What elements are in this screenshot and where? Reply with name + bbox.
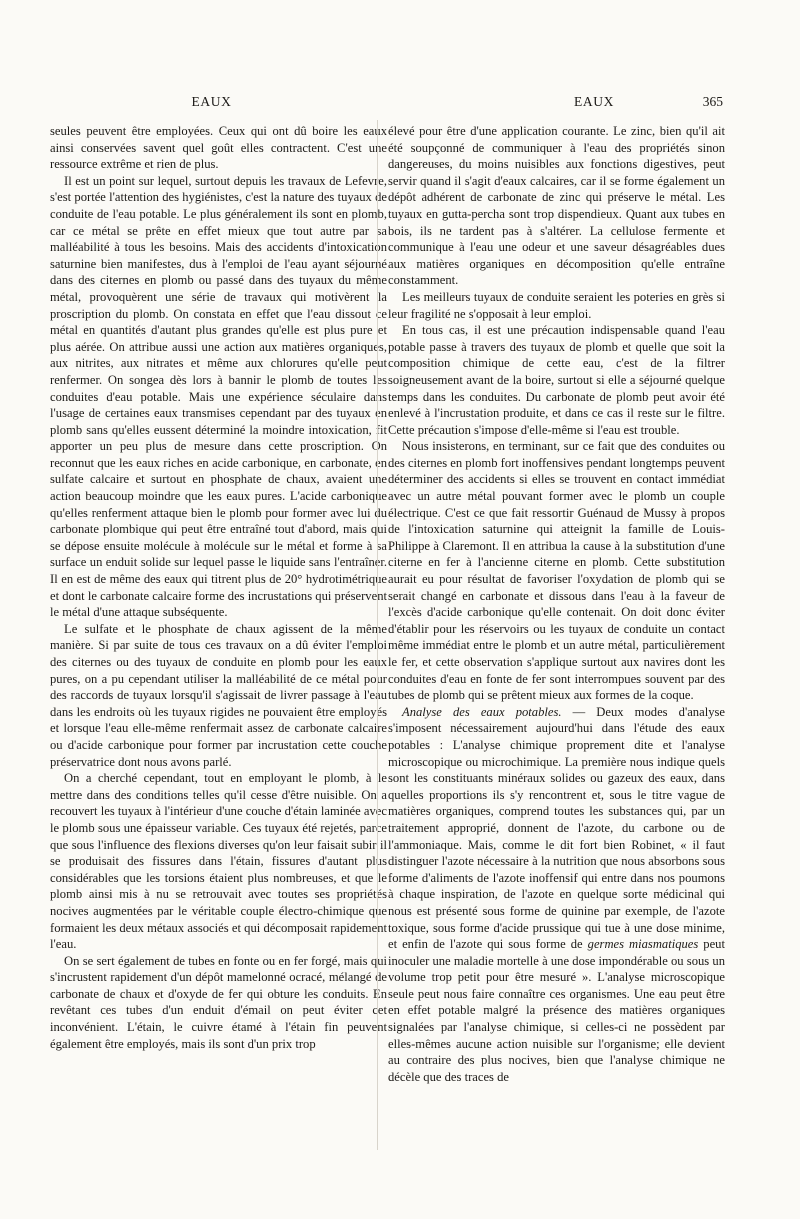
paragraph: On a cherché cependant, tout en employant le plomb, à le mettre dans des conditions telles qu'il cesse d'être nuisible. On a recouvert les tuyaux à l'intérieur d'une couche d'étain laminée avec le plomb sous une épaisseur variable. Ces tuyaux été rejetés, parce que sous l'influence des flexions diverses qu'on leur faisait subir il se produisait des fissures dans l'étain, fissures d'autant plus considérables que les torsions étaient plus nombreuses, et que le plomb ainsi mis à nu se retrouvait avec toutes ses propriétés nocives augmentées par le véritable couple électro-chimique que formaient les deux métaux associés et qui décomposait rapidement l'eau.: [50, 771, 387, 952]
paragraph: seules peuvent être employées. Ceux qui ont dû boire les eaux ainsi conservées savent quel goût elles contractent. C'est une ressource extrême et rien de plus.: [50, 124, 387, 172]
paragraph: On se sert également de tubes en fonte ou en fer forgé, mais qui s'incrustent rapidement d'un dépôt mamelonné ocracé, mélangé de carbonate de chaux et d'oxyde de fer qui obture les conduits. En revêtant ces tubes d'un enduit d'émail on peut éviter cet inconvénient. L'étain, le cuivre étamé à l'étain fin peuvent également être employés, mais ils sont d'un prix trop: [50, 953, 387, 1051]
right-column: [388, 123, 725, 1085]
paragraph: Le sulfate et le phosphate de chaux agissent de la même manière. Si par suite de tous ces travaux on a dû éviter l'emploi des citernes ou des tuyaux de conduite en plomb pour les eaux pures, on a pu cependant utiliser la malléabilité de ce métal pour des raccords de tuyaux lorsqu'il s'agissait de livrer passage à l'eau dans les endroits où les tuyaux rigides ne pouvaient être employés et lorsque l'eau elle-même renfermait assez de carbonate calcaire ou d'acide carbonique pour former par incrustation cette couche préservatrice dont nous avons parlé.: [50, 621, 387, 769]
paragraph: Il est un point sur lequel, surtout depuis les travaux de Lefevre, s'est portée l'attention des hygiénistes, c'est la nature des tuyaux de conduite de l'eau potable. Le plus généralement ils sont en plomb, car ce métal se prête en effet mieux que tout autre par sa malléabilité à tous les besoins. Mais des accidents d'intoxication saturnine bien manifestes, dus à l'emploi de l'eau ayant séjourné dans des citernes en plomb ou passé dans des tuyaux du même métal, provoquèrent une série de travaux qui motivèrent la proscription du plomb. On constata en effet que l'eau dissout ce métal en quantités d'autant plus grandes qu'elle est plus pure et plus aérée. On attribue aussi une action aux matières organiques, aux nitrites, aux nitrates et même aux chlorures qu'elle peut renfermer. On songea dès lors à bannir le plomb de toutes les conduites d'eau potable. Mais une expérience séculaire dans l'usage de certaines eaux transmises cependant par des tuyaux en plomb sans qu'elles eussent déterminé la moindre intoxication, fit apporter un peu plus de mesure dans cette proscription. On reconnut que les eaux riches en acide carbonique, en carbonate, en sulfate calcaire et surtout en phosphate de chaux, avaient une action beaucoup moindre que les eaux pures. L'acide carbonique qu'elles renferment attaque bien le plomb pour former avec lui du carbonate plombique qui peut être entraîné tout d'abord, mais qui se dépose ensuite molécule à molécule sur le métal et forme à sa surface un enduit solide sur lequel passe le liquide sans l'entraîner. Il en est de même des eaux qui titrent plus de 20° hydrotimétrique et dont le carbonate calcaire forme des incrustations qui préservent le métal d'une attaque subséquente.: [50, 173, 387, 620]
left-column: [50, 123, 387, 1052]
italic-term: germes miasmatiques: [587, 937, 699, 952]
paragraph-analyse: [388, 704, 725, 1086]
paragraph-text: peut inoculer une maladie mortelle à une dose impondérable ou sous un volume trop petit pour être mesuré ». L'analyse microscopique seule peut nous faire connaître ces organismes. Une eau peut être en effet potable malgré la présence des matières organiques signalées par l'analyse chimique, si celles-ci ne possèdent par elles-mêmes aucune action nuisible sur l'organisme; elle devient au contraire des plus nocives, bien que l'analyse chimique ne décèle que des traces de: [388, 937, 725, 1084]
paragraph: Nous insisterons, en terminant, sur ce fait que des conduites ou des citernes en plomb fort inoffensives pendant longtemps peuvent déterminer des accidents si elles se trouvent en contact immédiat avec un autre métal pouvant former avec le plomb un couple électrique. C'est ce que fait ressortir Guénaud de Mussy à propos de l'intoxication saturnine qui atteignit la famille de Louis-Philippe à Claremont. Il en attribua la cause à la substitution d'une citerne en fer à l'ancienne citerne en plomb. Cette substitution aurait eu pour résultat de favoriser l'oxydation de plomb qui se serait changé en carbonate et dissous dans l'eau à la faveur de l'excès d'acide carbonique qu'elle contenait. On doit donc éviter d'établir pour les réservoirs ou les tuyaux de conduite un contact même immédiat entre le plomb et un autre métal, particulièrement le fer, et cette observation s'applique surtout aux navires dont les conduites d'eau en fonte de fer sont interrompues souvent par des tubes de plomb qui se prêtent mieux aux formes de la coque.: [388, 439, 725, 703]
paragraph-text: — Deux modes d'analyse s'imposent nécessairement aujourd'hui dans l'étude des eaux potables : L'analyse chimique proprement dite et l'analyse microscopique ou microchimique. La première nous indique quels sont les constituants minéraux solides ou gazeux des eaux, dans quelles proportions ils s'y rencontrent et, sous le titre vague de matières organiques, comprend toutes les substances qui, par un traitement approprié, donnent de l'azote, du carbone ou de l'ammoniaque. Mais, comme le dit fort bien Robinet, « il faut distinguer l'azote nécessaire à la nutrition que nous absorbons sous forme d'aliments de l'azote inoffensif qui entre dans nos poumons à chaque inspiration, de l'azote en quelque sorte médicinal qui nous est présenté sous forme de quinine par exemple, de l'azote toxique, sous forme d'acide prussique qui tue à une dose minime, et enfin de l'azote qui sous forme de: [388, 704, 725, 952]
paragraph: élevé pour être d'une application courante. Le zinc, bien qu'il ait été soupçonné de communiquer à l'eau des propriétés sinon dangereuses, du moins nuisibles aux fonctions digestives, peut servir quand il s'agit d'eaux calcaires, car il se forme également un dépôt adhérent de carbonate de zinc qui préserve le métal. Les tuyaux en gutta-percha sont trop dispendieux. Quant aux tubes en bois, ils ne tardent pas à s'altérer. La cellulose fermente et communique à l'eau une odeur et une saveur désagréables dues aux matières organiques en décomposition qu'elle entraîne constamment.: [388, 124, 725, 288]
paragraph: Les meilleurs tuyaux de conduite seraient les poteries en grès si leur fragilité ne s'opposait à leur emploi.: [388, 289, 725, 321]
column-divider: [377, 120, 378, 1150]
page-number: 365: [702, 94, 723, 109]
paragraph: En tous cas, il est une précaution indispensable quand l'eau potable passe à travers des tuyaux de plomb et quelle que soit la composition chimique de cette eau, c'est de la filtrer soigneusement avant de la boire, surtout si elle a séjourné quelque temps dans les conduites. Du carbonate de plomb peut avoir été enlevé à l'incrustation produite, et dans ce cas il reste sur le filtre. Cette précaution s'impose d'elle-même si l'eau est trouble.: [388, 323, 725, 437]
section-heading: Analyse des eaux potables.: [402, 704, 562, 719]
running-head-left: EAUX: [191, 94, 232, 109]
running-head-right: EAUX: [574, 94, 614, 109]
